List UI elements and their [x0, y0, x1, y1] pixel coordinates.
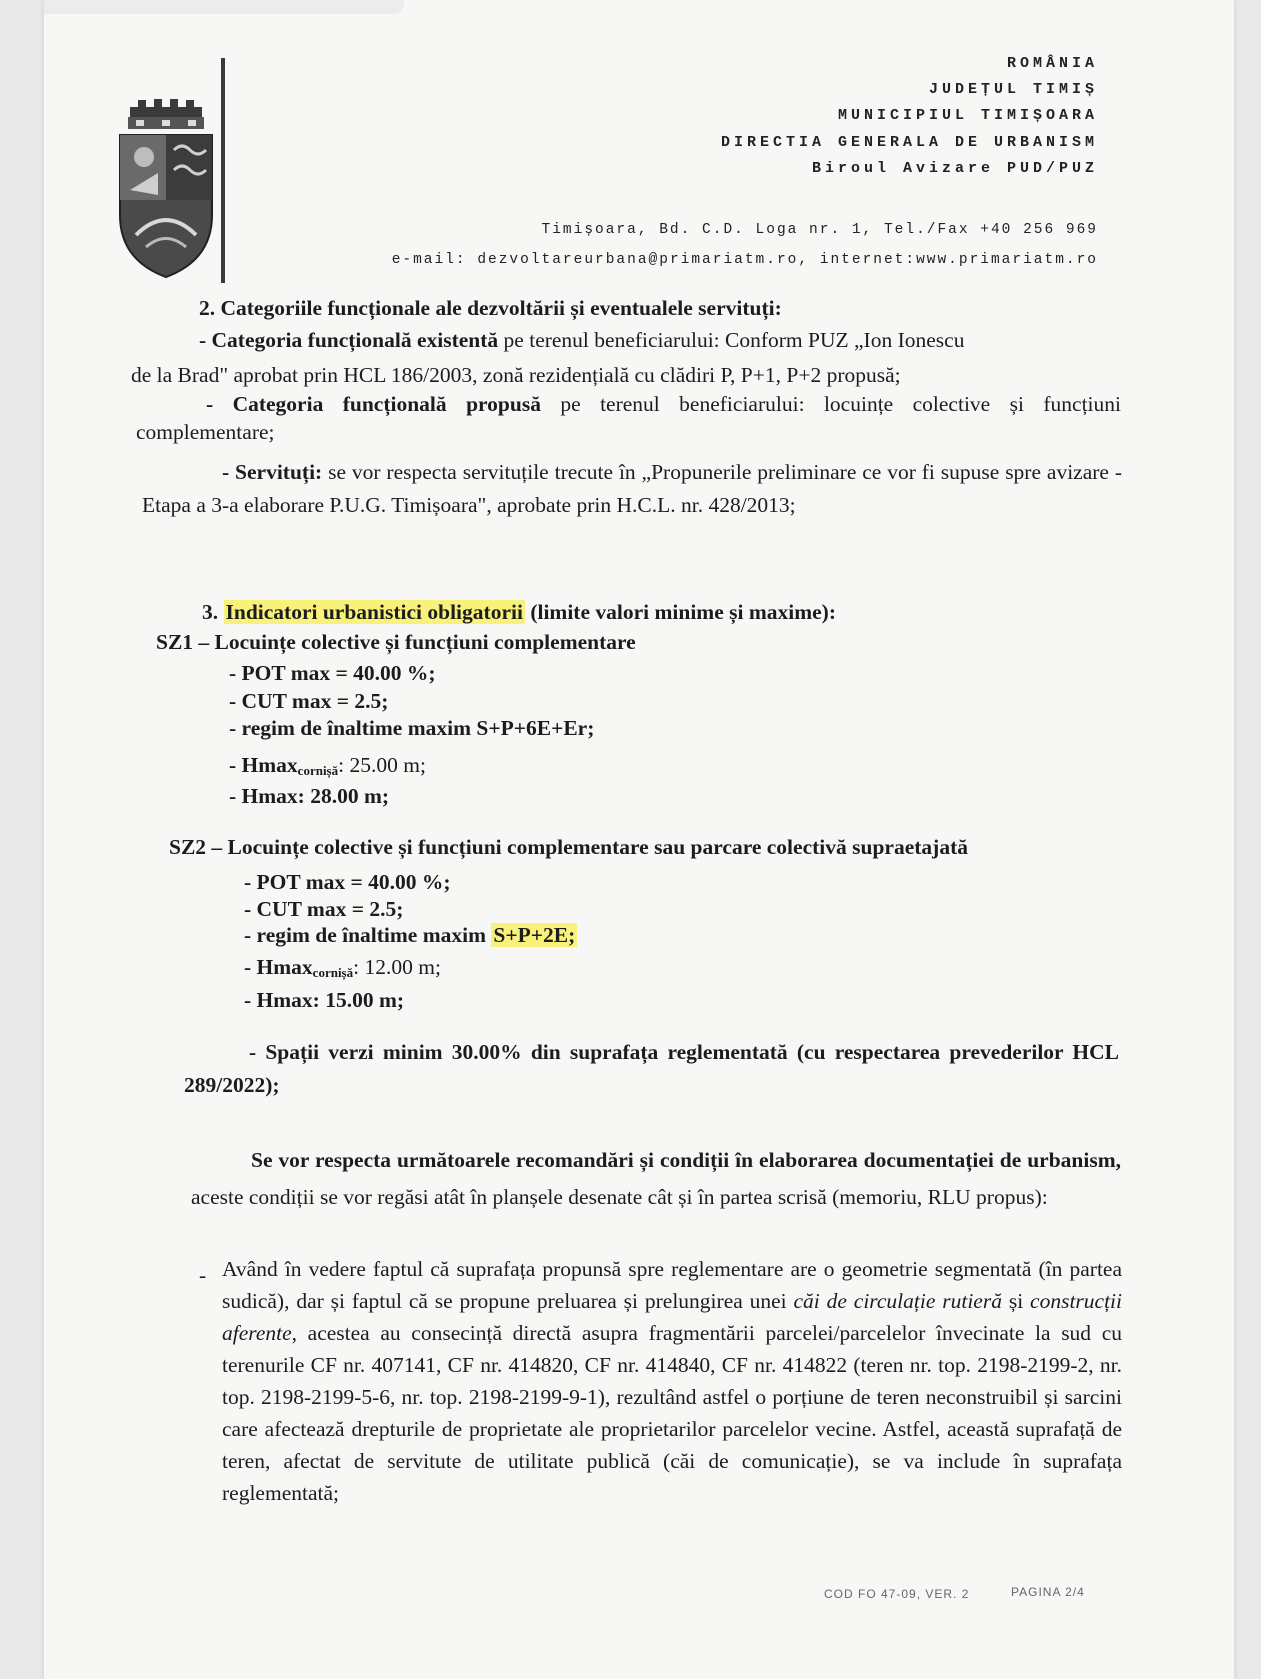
sz1-cut: - CUT max = 2.5;	[229, 689, 389, 713]
document-page	[44, 0, 1234, 1679]
green-spaces: - Spații verzi minim 30.00% din suprafața reglementată (cu respectarea prevederilor HCL 289/2022);	[184, 1040, 1119, 1097]
sz2-cut: - CUT max = 2.5;	[244, 897, 404, 921]
sz1-regim: - regim de înaltime maxim S+P+6E+Er;	[229, 716, 595, 740]
sz2-title: SZ2 – Locuințe colective și funcțiuni complementare sau parcare colectivă supraetajată	[169, 835, 968, 859]
sz1-hmax: - Hmax: 28.00 m;	[229, 784, 390, 808]
header-country: ROMÂNIA	[1006, 55, 1098, 72]
sz1-title: SZ1 – Locuințe colective și funcțiuni complementare	[156, 630, 636, 654]
section2-servitudes: - Servituți: se vor respecta servituțile trecute în „Propunerile preliminare ce vor fi supuse spre avizare - Etapa a 3-a elaborare P.U.G. Timișoara", aprobate prin H.C.L. nr. 428/2013;	[142, 460, 1122, 517]
sz2-hmax-cornisa: - Hmax$_{cornișă}$: 12.00 m;	[244, 955, 441, 980]
section2-existing-line2: de la Brad" aprobat prin HCL 186/2003, zonă rezidențială cu clădiri P, P+1, P+2 propusă;	[131, 363, 901, 387]
recommendations-intro: Se vor respecta următoarele recomandări și condiții în elaborarea documentației de urbanism, aceste condiții se vor regăsi atât în planșele desenate cât și în partea scrisă (memoriu, RLU propus):	[191, 1148, 1121, 1209]
section2-proposed: - Categoria funcțională propusă pe terenul beneficiarului: locuințe colective și funcțiuni complementare;	[136, 392, 1121, 444]
header-department: DIRECTIA GENERALA DE URBANISM	[720, 134, 1098, 151]
header-county: JUDEȚUL TIMIȘ	[928, 81, 1098, 98]
footer-code: COD FO 47-09, VER. 2	[824, 1587, 970, 1601]
coat-of-arms-icon	[116, 95, 216, 280]
sz2-pot: - POT max = 40.00 %;	[244, 870, 451, 894]
section2-existing-line1: - Categoria funcțională existentă pe terenul beneficiarului: Conform PUZ „Ion Ionescu	[199, 328, 965, 352]
scan-edge	[44, 0, 404, 14]
header-municipality: MUNICIPIUL TIMIȘOARA	[837, 107, 1098, 124]
section2-heading: 2. Categoriile funcționale ale dezvoltării și eventualele servituți:	[199, 296, 782, 320]
bullet-text: Având în vedere faptul că suprafața propunsă spre reglementare are o geometrie segmentată (în partea sudică), dar și faptul că se propune preluarea și prelungirea unei căi de circulație rutieră și construcții aferente, acestea au consecință directă asupra fragmentării parcelei/parcelelor învecinate la sud cu terenurile CF nr. 407141, CF nr. 414820, CF nr. 414840, CF nr. 414822 (teren nr. top. 2198-2199-2, nr. top. 2198-2199-5-6, nr. top. 2198-2199-9-1), rezultând astfel o porțiune de teren neconstruibil și sarcini care afectează drepturile de proprietate ale proprietarilor parcelelor vecine. Astfel, această suprafață de teren, afectat de servitute de utilitate publică (căi de comunicație), se va include în suprafața reglementată;	[222, 1257, 1122, 1505]
sz2-regim: - regim de înaltime maxim S+P+2E;	[244, 923, 576, 947]
section3-heading: 3. Indicatori urbanistici obligatorii (limite valori minime și maxime):	[202, 600, 837, 624]
bullet-dash: -	[199, 1263, 207, 1287]
header-office: Biroul Avizare PUD/PUZ	[811, 160, 1098, 177]
header-address: Timișoara, Bd. C.D. Loga nr. 1, Tel./Fax +40 256 969	[541, 222, 1098, 238]
sz2-hmax: - Hmax: 15.00 m;	[244, 988, 405, 1012]
header-divider	[221, 58, 225, 283]
sz1-pot: - POT max = 40.00 %;	[229, 661, 436, 685]
footer-page: PAGINA 2/4	[1011, 1585, 1085, 1599]
sz1-hmax-cornisa: - Hmax$_{cornișă}$: 25.00 m;	[229, 753, 426, 778]
header-email: e-mail: dezvoltareurbana@primariatm.ro, internet:www.primariatm.ro	[391, 252, 1098, 268]
